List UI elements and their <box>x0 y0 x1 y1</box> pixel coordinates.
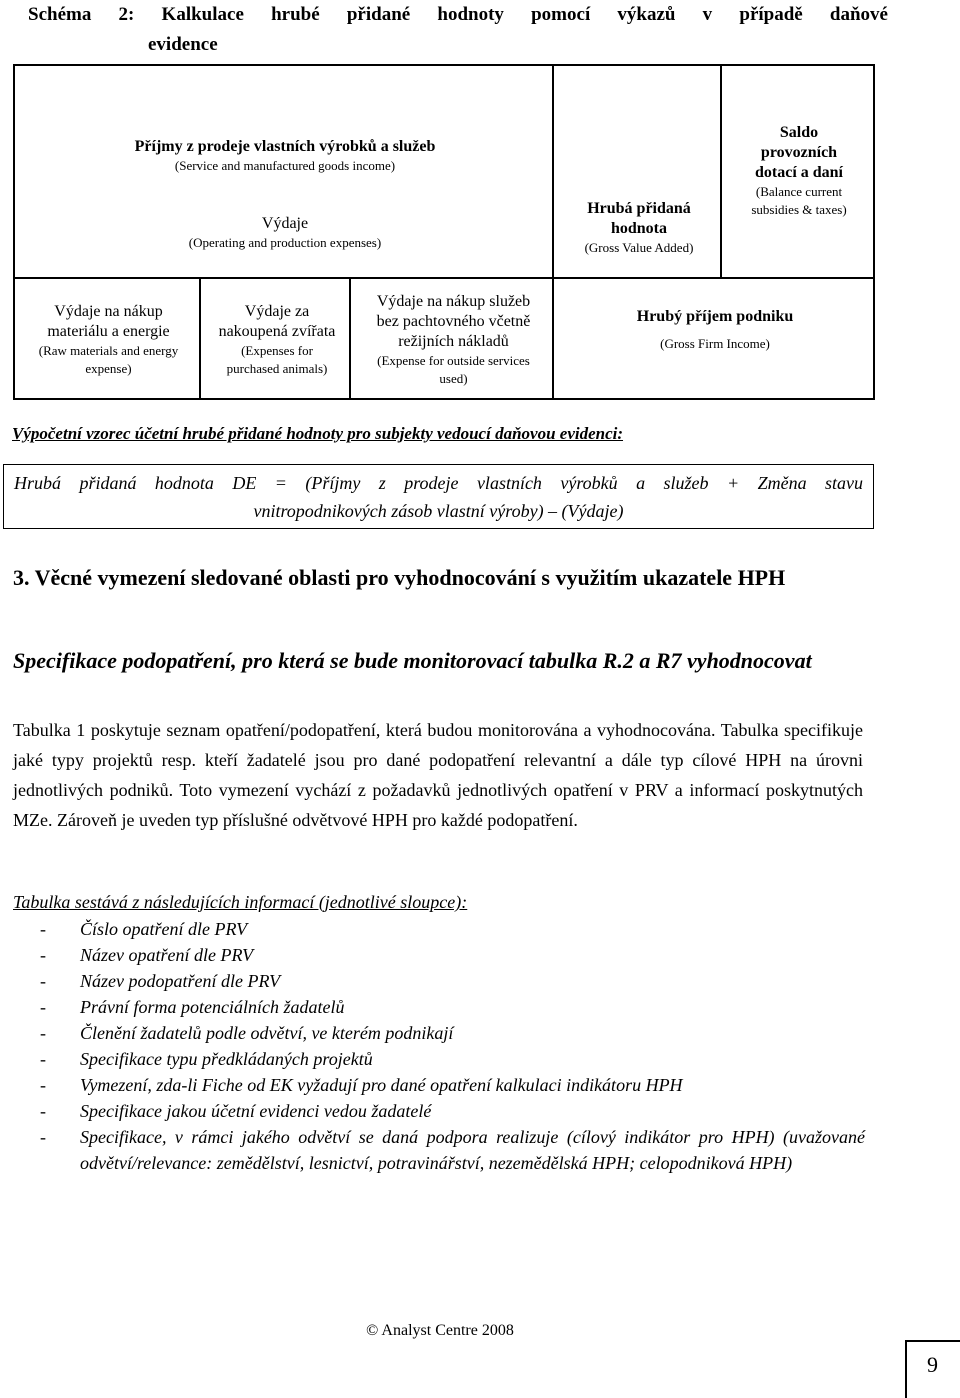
list-intro: Tabulka sestává z následujících informací (jednotlivé sloupce): <box>13 892 468 912</box>
saldo-cell <box>723 116 875 226</box>
gva-diagram <box>13 64 875 400</box>
list-item-text: Specifikace, v rámci jakého odvětví se daná podpora realizuje (cílový indikátor pro HPH) (uvažované odvětví/relevance: zemědělství, lesnictví, potravinářství, nezemědělská HPH; celopodniková HPH) <box>80 1127 865 1173</box>
formula-line2: vnitropodnikových zásob vlastní výroby) – (Výdaje) <box>253 501 624 521</box>
list-item-text: Specifikace typu předkládaných projektů <box>80 1049 373 1069</box>
expenses-cell <box>15 206 555 260</box>
animals-label-en-2: purchased animals) <box>226 361 328 376</box>
income-cell <box>15 66 555 206</box>
list-item <box>40 916 865 942</box>
list-dash: - <box>40 1049 46 1069</box>
spec-heading: Specifikace podopatření, pro která se bude monitorovací tabulka R.2 a R7 vyhodnocovat <box>13 648 812 673</box>
gva-label-1: Hrubá přidaná <box>587 200 691 217</box>
list-item-text: Název opatření dle PRV <box>80 945 254 965</box>
saldo-label-en-1: (Balance current <box>755 184 843 199</box>
list-item-text: Číslo opatření dle PRV <box>80 919 248 939</box>
formula-line1: Hrubá přidaná hodnota DE = (Příjmy z prodeje vlastních výrobků a služeb + Změna stavu <box>14 473 863 493</box>
list-item <box>40 968 865 994</box>
list-dash: - <box>40 1023 46 1043</box>
saldo-label-1: Saldo <box>779 124 819 141</box>
raw-label-en-1: (Raw materials and energy <box>38 343 179 358</box>
saldo-label-2: provozních <box>760 144 838 161</box>
raw-label-2: materiálu a energie <box>47 323 170 340</box>
list-dash: - <box>40 1101 46 1121</box>
saldo-label-en-2: subsidies & taxes) <box>751 202 847 217</box>
list-item <box>40 1046 865 1072</box>
animals-label-1: Výdaje za <box>244 303 310 320</box>
list-dash: - <box>40 1075 46 1095</box>
income-label: Příjmy z prodeje vlastních výrobků a služeb <box>134 138 436 155</box>
services-label-en-1: (Expense for outside services <box>377 353 530 368</box>
list-item-text: Vymezení, zda-li Fiche od EK vyžadují pro dané opatření kalkulaci indikátoru HPH <box>80 1075 683 1095</box>
list-item-text: Název podopatření dle PRV <box>80 971 281 991</box>
schema-title-line1: Schéma 2: Kalkulace hrubé přidané hodnoty pomocí výkazů v případě daňové <box>28 4 888 25</box>
services-label-2: bez pachtovného včetně <box>376 313 531 330</box>
firm-income-label: Hrubý příjem podniku <box>636 308 794 325</box>
animals-label-en-1: (Expenses for <box>241 343 313 358</box>
expenses-label-en: (Operating and production expenses) <box>188 235 382 250</box>
formula-box <box>3 464 874 529</box>
column-list <box>40 916 865 1176</box>
list-item <box>40 1072 865 1098</box>
saldo-label-3: dotací a daní <box>754 164 843 181</box>
list-item <box>40 994 865 1020</box>
spec-paragraph: Tabulka 1 poskytuje seznam opatření/podopatření, která budou monitorována a vyhodnocována. Tabulka specifikuje jaké typy projektů resp. kteří žadatelé jsou pro dané podopatření relevantní a dále typ cílové HPH na úrovni jednotlivých podniků. Toto vymezení vychází z požadavků jednotlivých opatření v PRV a informací poskytnutých MZe. Zároveň je uveden typ příslušné odvětvové HPH pro každé podopatření. <box>13 720 863 830</box>
footer-copyright: © Analyst Centre 2008 <box>366 1322 514 1339</box>
list-item-text: Specifikace jakou účetní evidenci vedou žadatelé <box>80 1101 432 1121</box>
services-label-1: Výdaje na nákup služeb <box>376 293 531 310</box>
section-heading: 3. Věcné vymezení sledované oblasti pro vyhodnocování s využitím ukazatele HPH <box>13 565 786 590</box>
expenses-label: Výdaje <box>261 215 309 232</box>
raw-materials-cell <box>15 280 202 400</box>
list-item-text: Členění žadatelů podle odvětví, ve kterém podnikají <box>80 1023 454 1043</box>
list-item-text: Právní forma potenciálních žadatelů <box>80 997 345 1017</box>
list-item <box>40 1098 865 1124</box>
firm-income-cell <box>555 280 875 380</box>
services-label-3: režijních nákladů <box>398 333 509 350</box>
formula-heading: Výpočetní vzorec účetní hrubé přidané hodnoty pro subjekty vedoucí daňovou evidenci: <box>12 424 624 443</box>
income-label-en: (Service and manufactured goods income) <box>174 158 396 173</box>
schema-title-line2: evidence <box>148 34 218 55</box>
page-number: 9 <box>927 1352 938 1377</box>
gva-label-2: hodnota <box>610 220 668 237</box>
list-dash: - <box>40 1127 46 1147</box>
services-cell <box>352 280 555 400</box>
raw-label-1: Výdaje na nákup <box>54 303 163 320</box>
list-item <box>40 942 865 968</box>
list-item <box>40 1020 865 1046</box>
gva-cell <box>555 186 723 270</box>
gva-label-en: (Gross Value Added) <box>584 240 694 255</box>
list-dash: - <box>40 919 46 939</box>
list-dash: - <box>40 945 46 965</box>
list-dash: - <box>40 971 46 991</box>
animals-label-2: nakoupená zvířata <box>218 323 336 340</box>
animals-cell <box>202 280 352 400</box>
list-item <box>40 1124 865 1176</box>
schema-title <box>28 0 888 60</box>
raw-label-en-2: expense) <box>85 361 132 376</box>
list-dash: - <box>40 997 46 1017</box>
firm-income-label-en: (Gross Firm Income) <box>660 336 770 351</box>
services-label-en-2: used) <box>439 371 468 386</box>
